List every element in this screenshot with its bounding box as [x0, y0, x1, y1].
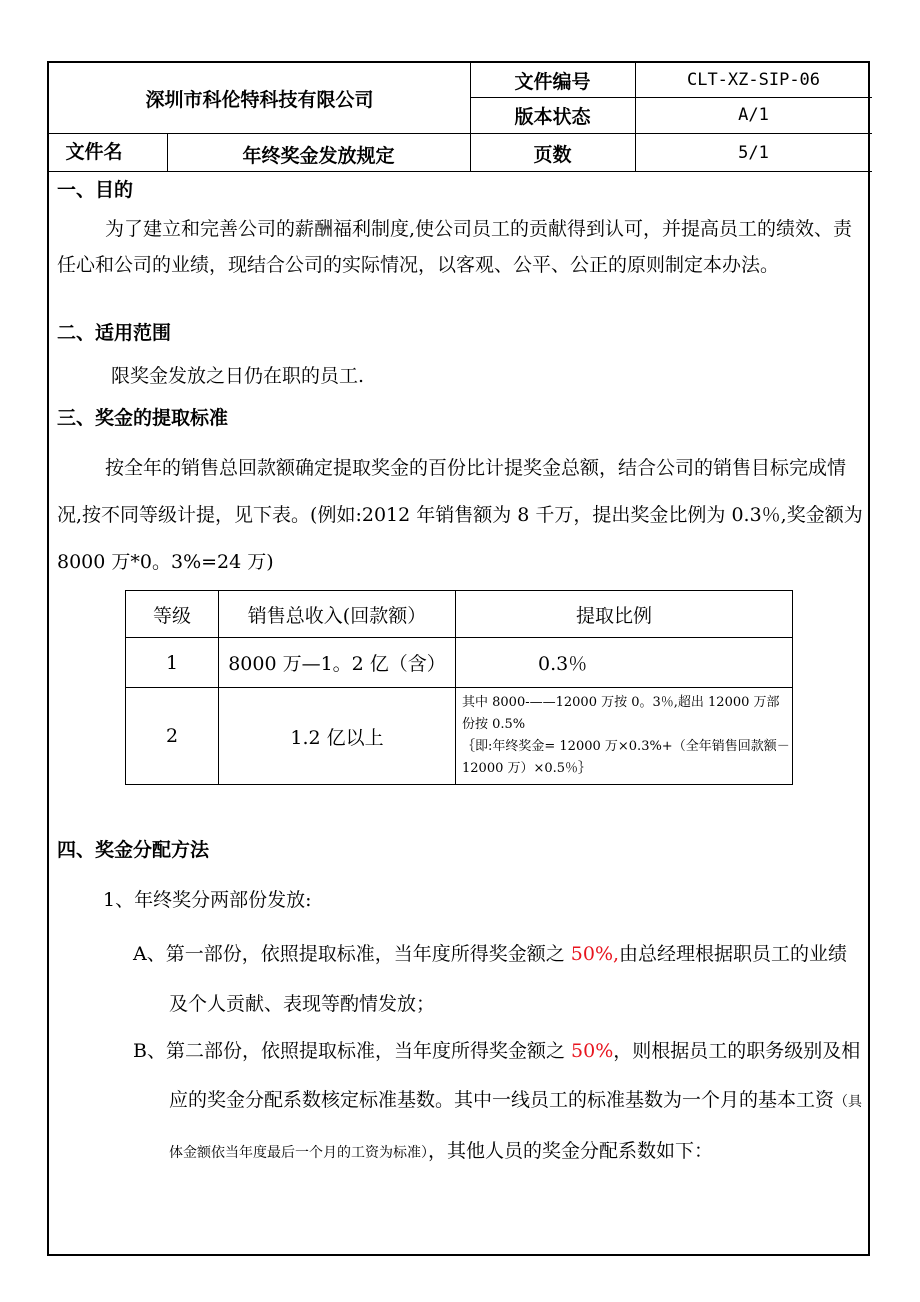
section-3-title: 三、奖金的提取标准	[57, 407, 229, 429]
item-b-text-3: ，其他人员的奖金分配系数如下：	[428, 1140, 714, 1162]
ratio-detail-line-1: 其中 8000-——12000 万按 0。3％,超出 12000 万部份按 0.5%	[462, 695, 780, 732]
item-b-text-1: B、第二部份，依照提取标准，当年度所得奖金额之	[133, 1040, 572, 1062]
section-1-text: 为了建立和完善公司的薪酬福利制度,使公司员工的贡献得到认可，并提高员工的绩效、责任心和公司的业绩，现结合公司的实际情况，以客观、公平、公正的原则制定本办法。	[57, 218, 853, 276]
section-4-item-1: 1、年终奖分两部份发放:	[103, 889, 312, 911]
file-no-value: CLT-XZ-SIP-06	[686, 70, 821, 90]
item-b-percentage: 50%	[571, 1040, 614, 1062]
table-header-row	[126, 591, 793, 638]
table-cell-ratio-text: 0.3％	[538, 653, 588, 675]
table-cell-ratio-detail	[456, 688, 793, 785]
section-4-item-a	[133, 929, 863, 1029]
table-cell-ratio	[456, 638, 793, 688]
file-no-label: 文件编号	[514, 70, 591, 93]
section-3-text: 按全年的销售总回款额确定提取奖金的百份比计提奖金总额，结合公司的销售目标完成情况,按不同等级计提，见下表。(例如:2012 年销售额为 8 千万，提出奖金比例为 0.3％,奖金额为 8000 万*0。3%=24 万)	[57, 457, 863, 573]
version-label: 版本状态	[514, 105, 591, 128]
section-4-title: 四、奖金分配方法	[57, 839, 210, 861]
section-2-title: 二、适用范围	[57, 322, 172, 344]
item-b-text-2: ，则根据员工的职务级别及相应的奖金分配系数核定标准基数。其中一线员工的标准基数为一个月的基本工资	[169, 1040, 861, 1111]
table-header-grade: 等级	[126, 591, 219, 638]
file-name-label: 文件名	[65, 140, 123, 163]
table-row	[126, 688, 793, 785]
table-cell-range: 8000 万—1。2 亿（含）	[219, 638, 456, 688]
grade-table	[125, 590, 793, 785]
table-header-ratio-text: 提取比例	[576, 604, 653, 627]
header-divider	[49, 133, 872, 134]
page-value: 5/1	[738, 143, 769, 163]
company-name: 深圳市科伦特科技有限公司	[145, 88, 374, 111]
document-frame	[47, 61, 870, 1256]
section-1-title: 一、目的	[57, 179, 134, 201]
version-value: A/1	[738, 105, 769, 125]
ratio-detail-line-2: ｛即:年终奖金= 12000 万×0.3%+（全年销售回款额－12000 万）×0.5％｝	[462, 739, 790, 776]
page-label: 页数	[533, 143, 572, 166]
section-2-text: 限奖金发放之日仍在职的员工.	[111, 365, 365, 387]
table-row	[126, 638, 793, 688]
item-b-small-note: （具体金额依当年度最后一个月的工资为标准）	[169, 1094, 863, 1161]
table-cell-grade: 1	[126, 638, 219, 688]
section-4-item-b	[133, 1027, 863, 1178]
header-bottom-border	[49, 171, 872, 172]
table-header-range: 销售总收入(回款额）	[219, 591, 456, 638]
file-name-value: 年终奖金发放规定	[242, 144, 395, 167]
item-a-text-2: 由总经理根据职员工的业绩及个人贡献、表现等酌情发放；	[169, 943, 848, 1015]
table-cell-grade: 2	[126, 688, 219, 785]
table-header-ratio	[456, 591, 793, 638]
table-cell-range: 1.2 亿以上	[219, 688, 456, 785]
item-a-percentage: 50%,	[570, 943, 620, 965]
item-a-text-1: A、第一部份，依照提取标准，当年度所得奖金额之	[133, 943, 571, 965]
